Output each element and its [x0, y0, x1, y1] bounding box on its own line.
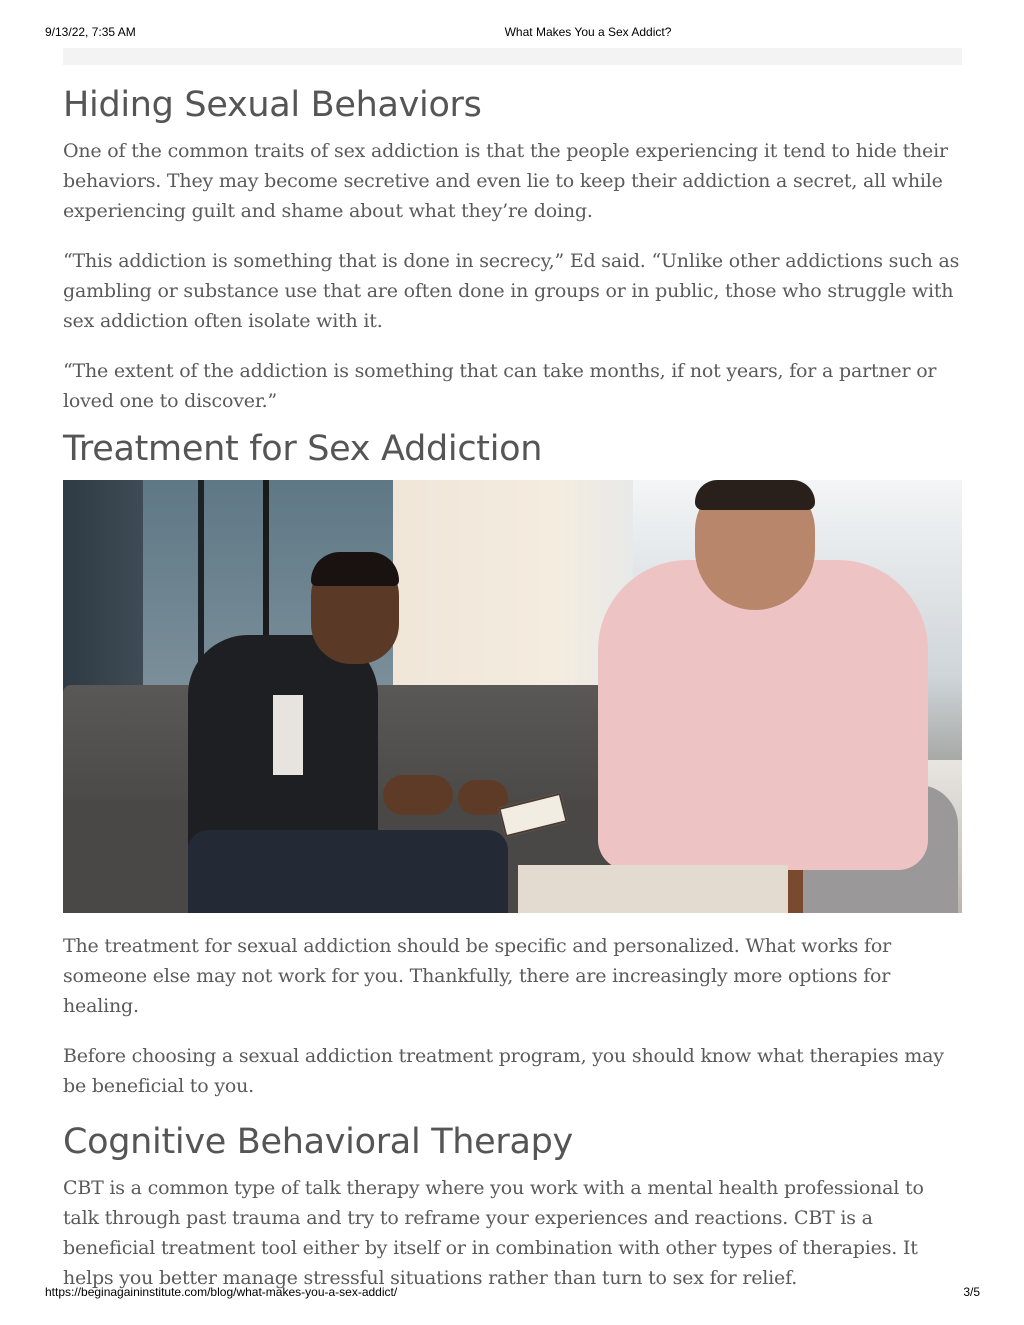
page-number: 3/5: [963, 1285, 980, 1299]
therapy-session-photo: [63, 480, 962, 913]
article-body: [63, 82, 962, 1313]
heading-cognitive-behavioral-therapy: Cognitive Behavioral Therapy: [63, 1122, 573, 1162]
print-datetime: 9/13/22, 7:35 AM: [45, 25, 136, 39]
page-url: https://beginagaininstitute.com/blog/what-makes-you-a-sex-addict/: [45, 1285, 398, 1299]
section-divider-bar: [63, 48, 962, 65]
paragraph: Before choosing a sexual addiction treatment program, you should know what therapies may be beneficial to you.: [63, 1045, 944, 1097]
paragraph: “This addiction is something that is done in secrecy,” Ed said. “Unlike other addictions such as gambling or substance use that are often done in groups or in public, those who struggle with sex addiction often isolate with it.: [63, 250, 960, 332]
paragraph: One of the common traits of sex addiction is that the people experiencing it tend to hide their behaviors. They may become secretive and even lie to keep their addiction a secret, all while experiencing guilt and shame about what they’re doing.: [63, 140, 948, 222]
paragraph: CBT is a common type of talk therapy where you work with a mental health professional to talk through past trauma and try to reframe your experiences and reactions. CBT is a beneficial treatment tool either by itself or in combination with other types of therapies. It helps you better manage stressful situations rather than turn to sex for relief.: [63, 1177, 924, 1289]
heading-treatment: Treatment for Sex Addiction: [63, 429, 543, 469]
print-footer: [0, 1285, 1024, 1301]
paragraph: The treatment for sexual addiction should be specific and personalized. What works for someone else may not work for you. Thankfully, there are increasingly more options for healing.: [63, 935, 891, 1017]
heading-hiding-sexual-behaviors: Hiding Sexual Behaviors: [63, 85, 482, 125]
print-page-title: What Makes You a Sex Addict?: [504, 25, 672, 39]
paragraph: “The extent of the addiction is something that can take months, if not years, for a partner or loved one to discover.”: [63, 360, 937, 412]
print-header: [0, 25, 1024, 41]
